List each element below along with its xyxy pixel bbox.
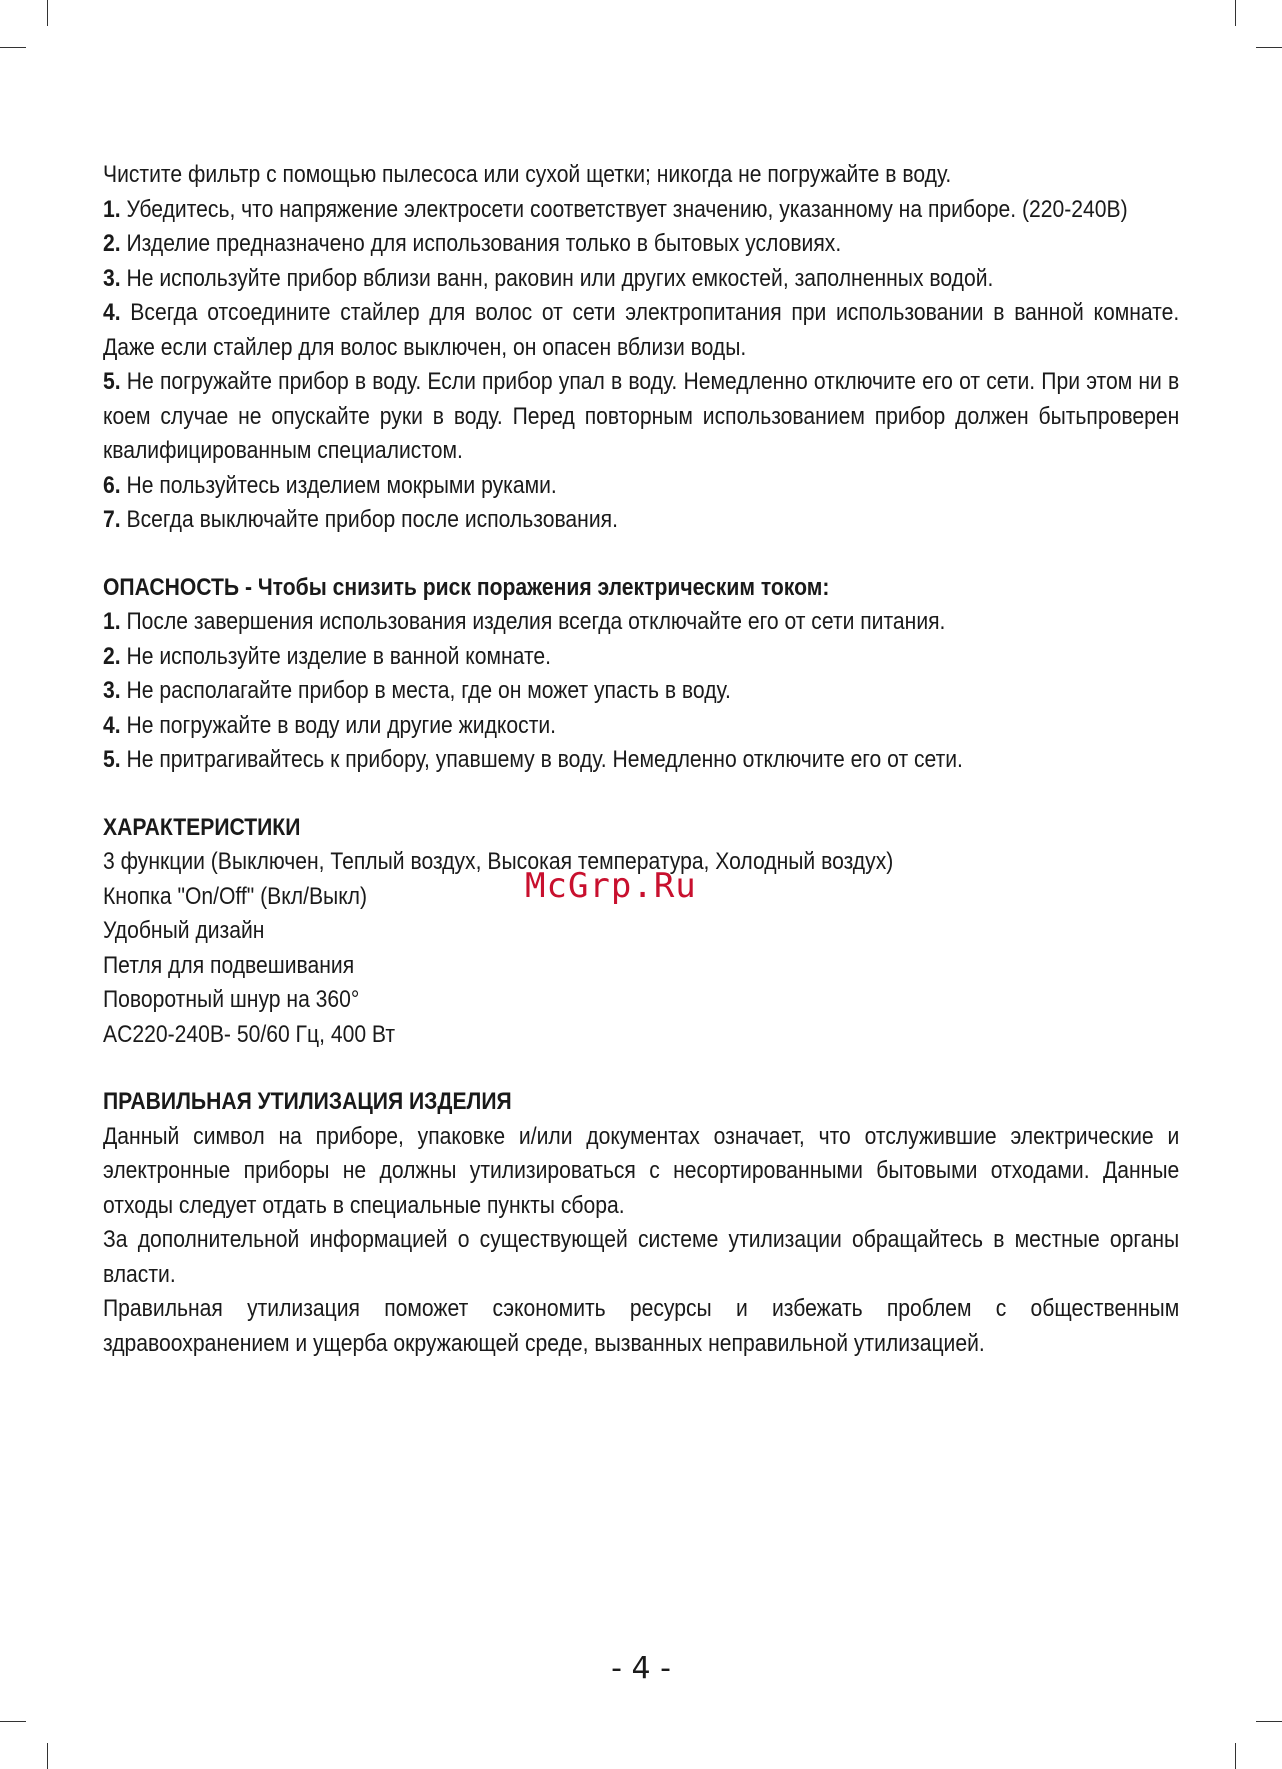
spec-item: Удобный дизайн [103, 917, 265, 944]
crop-mark [1256, 1721, 1282, 1722]
disposal-paragraph: Данный символ на приборе, упаковке и/или документах означает, что отслужившие электрические и электронные приборы не должны утилизироваться с несортированными бытовыми отходами. Данные отходы следует отдать в специальные пункты сбора. [103, 1122, 1180, 1219]
list-item: 2. Изделие предназначено для использования только в бытовых условиях. [103, 230, 842, 257]
list-item: 4. Всегда отсоедините стайлер для волос от сети электропитания при использовании в ванной комнате. Даже если стайлер для волос выключен, он опасен вблизи воды. [103, 299, 1180, 361]
crop-mark [1256, 47, 1282, 48]
crop-mark [1235, 0, 1236, 26]
list-item: 3. Не располагайте прибор в места, где он может упасть в воду. [103, 677, 731, 704]
list-item: 1. Убедитесь, что напряжение электросети соответствует значению, указанному на приборе. (220-240В) [103, 195, 1128, 223]
spec-item: Поворотный шнур на 360° [103, 986, 360, 1013]
spec-item: AC220-240В- 50/60 Гц, 400 Вт [103, 1020, 395, 1048]
danger-list [103, 605, 1179, 778]
watermark-link[interactable]: McGrp.Ru [525, 866, 697, 906]
crop-mark [0, 1721, 26, 1722]
disposal-paragraph: Правильная утилизация поможет сэкономить ресурсы и избежать проблем с общественным здравоохранением и ущерба окружающей среде, вызванных неправильной утилизацией. [103, 1295, 1180, 1357]
list-item: 5. Не погружайте прибор в воду. Если прибор упал в воду. Немедленно отключите его от сети. При этом ни в коем случае не опускайте руки в воду. Перед повторным использованием прибор должен бытьпроверен квалифицированным специалистом. [103, 368, 1180, 464]
spec-item: Кнопка "On/Off" (Вкл/Выкл) [103, 882, 368, 910]
safety-list [103, 193, 1179, 538]
disposal-paragraph: За дополнительной информацией о существующей системе утилизации обращайтесь в местные органы власти. [103, 1226, 1180, 1288]
list-item: 2. Не используйте изделие в ванной комнате. [103, 642, 552, 670]
specs-heading: ХАРАКТЕРИСТИКИ [103, 813, 301, 841]
list-item: 4. Не погружайте в воду или другие жидкости. [103, 711, 557, 739]
list-item: 7. Всегда выключайте прибор после использования. [103, 506, 618, 533]
spec-item: 3 функции (Выключен, Теплый воздух, Высокая температура, Холодный воздух) [103, 848, 894, 875]
list-item: 5. Не притрагивайтесь к прибору, упавшему в воду. Немедленно отключите его от сети. [103, 746, 963, 773]
crop-mark [47, 0, 48, 26]
danger-heading: ОПАСНОСТЬ - Чтобы снизить риск поражения электрическим током: [103, 573, 830, 601]
page-number: - 4 - [611, 1651, 671, 1686]
crop-mark [1235, 1743, 1236, 1769]
list-item: 6. Не пользуйтесь изделием мокрыми руками. [103, 471, 557, 499]
list-item: 3. Не используйте прибор вблизи ванн, раковин или других емкостей, заполненных водой. [103, 264, 994, 292]
crop-mark [0, 47, 26, 48]
spec-item: Петля для подвешивания [103, 951, 355, 979]
page-content [103, 158, 1179, 1361]
disposal-heading: ПРАВИЛЬНАЯ УТИЛИЗАЦИЯ ИЗДЕЛИЯ [103, 1088, 512, 1115]
list-item: 1. После завершения использования изделия всегда отключайте его от сети питания. [103, 608, 946, 635]
crop-mark [47, 1743, 48, 1769]
intro-paragraph: Чистите фильтр с помощью пылесоса или сухой щетки; никогда не погружайте в воду. [103, 161, 952, 188]
